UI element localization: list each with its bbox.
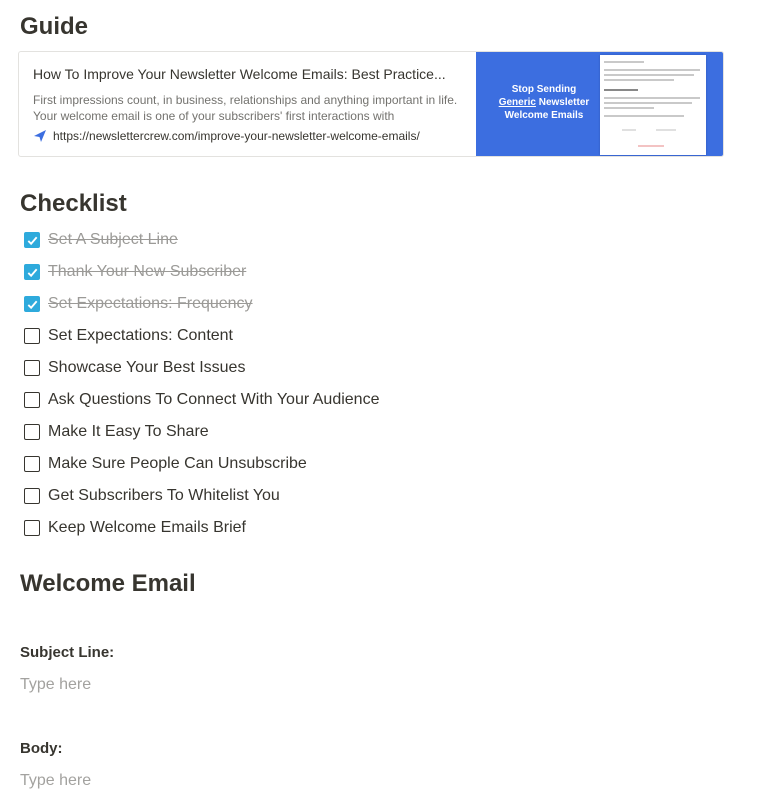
checkbox[interactable] xyxy=(24,328,40,344)
bookmark-title[interactable]: How To Improve Your Newsletter Welcome Emails: Best Practice... xyxy=(33,66,446,82)
checkbox[interactable] xyxy=(24,488,40,504)
checklist-item xyxy=(24,390,379,410)
checklist-item xyxy=(24,358,245,378)
check-icon xyxy=(26,266,39,279)
checklist-item-label[interactable]: Set Expectations: Frequency xyxy=(48,295,253,312)
check-icon xyxy=(26,298,39,311)
checklist-item xyxy=(24,454,307,474)
checklist-item-label[interactable]: Get Subscribers To Whitelist You xyxy=(48,487,280,504)
bookmark-description: First impressions count, in business, relationships and anything important in life. Your welcome email is one of your subscribers' first interactions with xyxy=(33,93,458,123)
checklist-item xyxy=(24,326,233,346)
body-input[interactable]: Type here xyxy=(20,772,92,789)
cover-title xyxy=(492,83,596,122)
checklist-item-label[interactable]: Thank Your New Subscriber xyxy=(48,263,247,280)
checklist-item-label[interactable]: Set A Subject Line xyxy=(48,231,178,248)
checklist-item xyxy=(24,262,246,282)
checklist-item-label[interactable]: Ask Questions To Connect With Your Audience xyxy=(48,391,380,408)
checklist-item-label[interactable]: Keep Welcome Emails Brief xyxy=(48,519,246,536)
cover-line-2 xyxy=(492,96,596,109)
checklist-item-label[interactable]: Make It Easy To Share xyxy=(48,423,209,440)
email-preview-thumbnail xyxy=(600,55,706,155)
subject-line-label: Subject Line: xyxy=(20,644,115,661)
checklist-item-label[interactable]: Make Sure People Can Unsubscribe xyxy=(48,455,307,472)
welcome-email-heading: Welcome Email xyxy=(20,570,196,597)
checkbox-checked[interactable] xyxy=(24,232,40,248)
cover-line-3: Welcome Emails xyxy=(504,110,584,121)
checklist-item xyxy=(24,230,178,250)
bookmark-cover-image xyxy=(476,52,724,157)
send-icon xyxy=(33,129,47,143)
bookmark-link-card[interactable] xyxy=(18,51,724,157)
checklist-item xyxy=(24,422,209,442)
cover-line-2-underlined: Generic xyxy=(498,97,536,108)
checkbox[interactable] xyxy=(24,360,40,376)
checklist-item-label[interactable]: Set Expectations: Content xyxy=(48,327,233,344)
checklist-heading: Checklist xyxy=(20,190,127,217)
checkbox-checked[interactable] xyxy=(24,264,40,280)
checkbox[interactable] xyxy=(24,424,40,440)
body-label: Body: xyxy=(20,740,63,757)
checkbox[interactable] xyxy=(24,456,40,472)
guide-heading: Guide xyxy=(20,13,89,40)
checklist-item xyxy=(24,518,246,538)
subject-line-input[interactable]: Type here xyxy=(20,676,92,693)
checkbox-checked[interactable] xyxy=(24,296,40,312)
cover-line-2-rest: Newsletter xyxy=(535,97,590,108)
checklist-item xyxy=(24,486,280,506)
checkbox[interactable] xyxy=(24,392,40,408)
checklist-item-label[interactable]: Showcase Your Best Issues xyxy=(48,359,246,376)
cover-line-1: Stop Sending xyxy=(511,84,577,95)
bookmark-url-row[interactable] xyxy=(33,129,473,143)
bookmark-url: https://newslettercrew.com/improve-your-newsletter-welcome-emails/ xyxy=(53,129,420,143)
checklist-item xyxy=(24,294,253,314)
check-icon xyxy=(26,234,39,247)
checkbox[interactable] xyxy=(24,520,40,536)
